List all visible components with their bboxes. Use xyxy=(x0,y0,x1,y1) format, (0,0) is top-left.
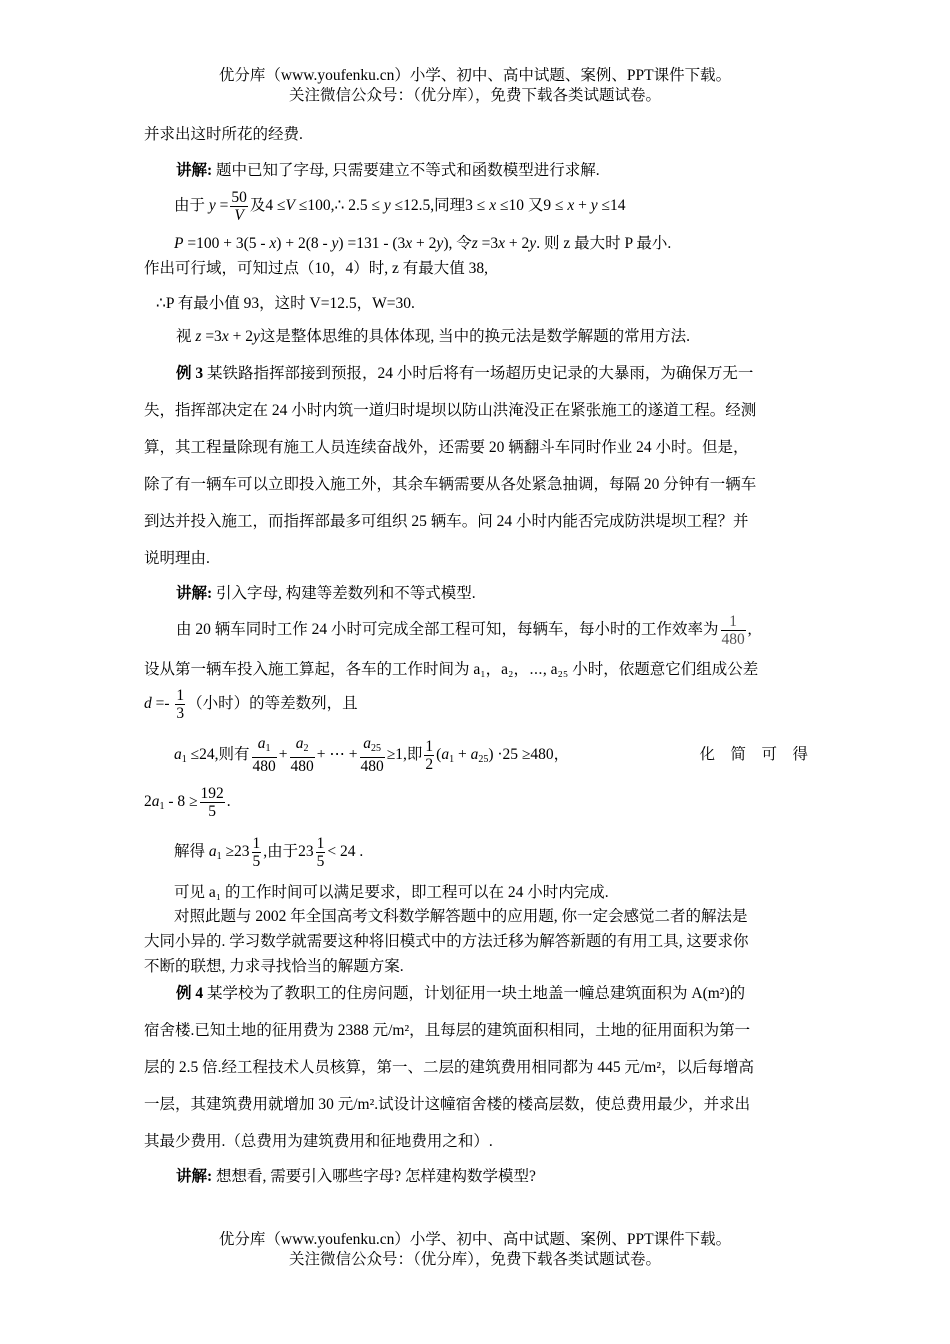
solution-label: 讲解: xyxy=(176,162,213,179)
text-line: ∴P 有最小值 93，这时 V=12.5，W=30. xyxy=(156,295,415,312)
method-remark: 视 z =3x + 2y这是整体思维的具体体现, 当中的换元法是数学解题的常用方法. xyxy=(176,328,690,345)
solution-line: d =- $\frac{1}{3}$ （小时）的等差数列，且 xyxy=(144,686,358,722)
eq1-prefix: 由于 xyxy=(174,197,206,214)
example-3-line: 失，指挥部决定在 24 小时内筑一道归时堤坝以防山洪淹没正在紧张施工的遂道工程。经测 xyxy=(144,402,757,419)
example-3-line: 到达并投入施工，而指挥部最多可组织 25 辆车。问 24 小时内能否完成防洪堤坝工程？并 xyxy=(144,513,749,530)
page-header-line1: 优分库（www.youfenku.cn）小学、初中、高中试题、案例、PPT课件下载。 xyxy=(218,67,732,84)
text-line: 大同小异的. 学习数学就需要这种将旧模式中的方法迁移为解答新题的有用工具, 这要求你 xyxy=(144,933,749,950)
page-footer-line2: 关注微信公众号：（优分库），免费下载各类试题试卷。 xyxy=(288,1251,661,1268)
example-4-line: 宿舍楼.已知土地的征用费为 2388 元/m²，且每层的建筑面积相同，土地的征用面积为第一 xyxy=(144,1022,751,1039)
inequality-line: $a_1 \le 24$,则有 $\frac{a_1}{480}$ + $\frac{a_2}{480}$ + ⋯ + $\frac{a_{25}}{480}$ ≥1,即 $\frac{1}{2}$ $(a_1 + a_{25}) \cdot 25 \ge 480$， xyxy=(174,735,570,776)
inequality-line-2: $2a_1 - 8$ ≥ $\frac{192}{5}$ . xyxy=(144,784,231,820)
text-line: 对照此题与 2002 年全国高考文科数学解答题中的应用题, 你一定会感觉二者的解法是 xyxy=(174,908,748,925)
example-4-line: 其最少费用.（总费用为建筑费用和征地费用之和）. xyxy=(144,1133,493,1150)
text-line: 不断的联想, 力求寻找恰当的解题方案. xyxy=(144,958,404,975)
example-4-label: 例 4 xyxy=(176,985,204,1002)
eq2-suffix: 则 z 最大时 P 最小. xyxy=(540,235,672,252)
solution-paragraph: 讲解: 引入字母, 构建等差数列和不等式模型. xyxy=(176,585,476,602)
text-line: 可见 a₁ 的工作时间可以满足要求，即工程可以在 24 小时内完成. xyxy=(174,884,609,901)
example-4-line: 一层，其建筑费用就增加 30 元/m².试设计这幢宿舍楼的楼高层数，使总费用最少，并求出 xyxy=(144,1096,751,1113)
example-3-line: 说明理由. xyxy=(144,550,210,567)
example-4-line: 例 4 某学校为了教职工的住房问题，计划征用一块土地盖一幢总建筑面积为 A(m²)的 xyxy=(176,985,746,1002)
solution-text: 题中已知了字母, 只需要建立不等式和函数模型进行求解. xyxy=(212,162,600,179)
solution-paragraph: 讲解: 想想看, 需要引入哪些字母? 怎样建构数学模型? xyxy=(176,1168,536,1185)
solution-paragraph xyxy=(176,160,600,182)
page-footer-line1: 优分库（www.youfenku.cn）小学、初中、高中试题、案例、PPT课件下载。 xyxy=(218,1231,732,1248)
example-3-line: 除了有一辆车可以立即投入施工外，其余车辆需要从各处紧急抽调，每隔 20 分钟有一辆车 xyxy=(144,476,757,493)
page-header-line2: 关注微信公众号：（优分库），免费下载各类试题试卷。 xyxy=(288,87,661,104)
text-line: 并求出这时所花的经费. xyxy=(144,126,303,143)
example-3-line: 算，其工程量除现有施工人员连续奋战外，还需要 20 辆翻斗车同时作业 24 小时。但是， xyxy=(144,439,749,456)
example-4-line: 层的 2.5 倍.经工程技术人员核算，第一、二层的建筑费用相同都为 445 元/m²，以后每增高 xyxy=(144,1059,755,1076)
equation-line-2: P =100 + 3(5 - x) + 2(8 - y) =131 - (3x + 2y), 令z =3x + 2y. 则 z 最大时 P 最小. xyxy=(174,235,672,252)
solution-line: 由 20 辆车同时工作 24 小时可完成全部工程可知，每辆车，每小时的工作效率为 $\frac{1}{480}$ , xyxy=(176,612,752,648)
text-line: 作出可行域，可知过点（10，4）时, z 有最大值 38, xyxy=(144,260,489,277)
solution-line: 设从第一辆车投入施工算起，各车的工作时间为 a₁，a₂，⋯, a₂₅ 小时，依题意它们组成公差 xyxy=(144,661,759,678)
example-3-label: 例 3 xyxy=(176,365,204,382)
example-3-line: 例 3 某铁路指挥部接到预报，24 小时后将有一场超历史记录的大暴雨，为确保万无一 xyxy=(176,365,754,382)
solution-line-tail: 化 简 可 得 xyxy=(699,746,808,763)
equation-line-1: 由于 y = $\frac{50}{V}$ 及4 ≤V ≤100,∴ 2.5 ≤ y ≤12.5,同理3 ≤ x ≤10 又9 ≤ x + y ≤14 xyxy=(174,188,626,224)
result-line: 解得 $a_1 \ge 23$ $\frac{1}{5}$ ,由于23 $\frac{1}{5}$ < 24 . xyxy=(174,834,364,870)
